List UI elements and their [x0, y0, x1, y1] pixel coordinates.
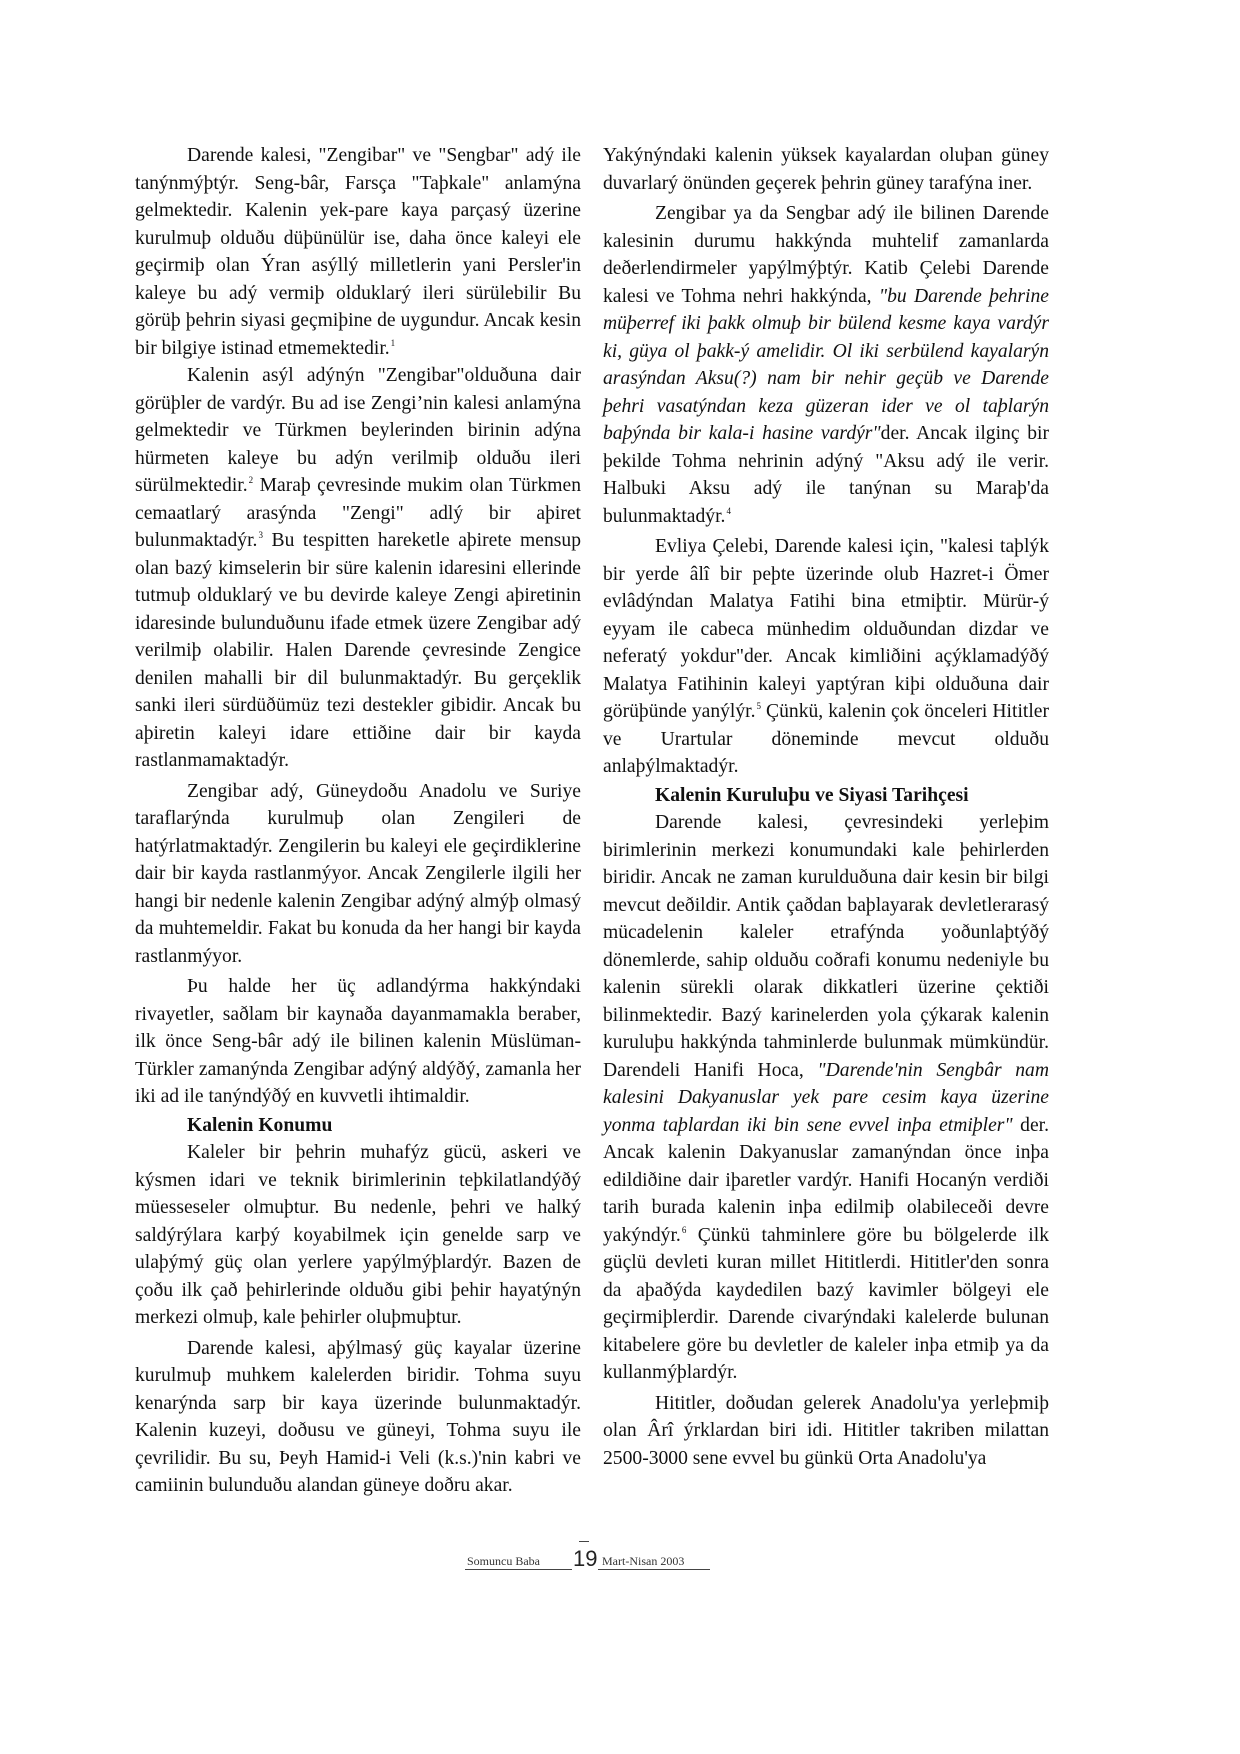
right-column	[603, 142, 1049, 1472]
section-heading: Kalenin Kuruluþu ve Siyasi Tarihçesi	[655, 784, 969, 806]
section-heading: Kalenin Konumu	[187, 1114, 333, 1136]
paragraph: Kaleler bir þehrin muhafýz gücü, askeri ve kýsmen idari ve teknik birimlerinin teþkilatlandýðý müesseseler olmuþtur. Bu nedenle, þehri ve halký saldýrýlara karþý koyabilmek için genelde sarp ve ulaþýmý güç olan yerlere yapýlmýþlardýr. Bazen de çoðu ilk çað þehirlerinde olduðu gibi þehir hayatýnýn merkezi olmuþ, kale þehirler oluþmuþtur.	[135, 1142, 581, 1328]
paragraph: Kalenin asýl adýnýn "Zengibar"olduðuna dair görüþler de vardýr. Bu ad ise Zengi’nin kalesi anlamýna gelmektedir ve Türkmen beylerinden birinin adýna hürmeten kaleye bu adýn verilmiþ olduðu ileri sürülmektedir.$^2$ Maraþ çevresinde mukim olan Türkmen cemaatlarý arasýnda "Zengi" adlý bir aþiret bulunmaktadýr.$^3$ Bu tespitten hareketle aþirete mensup olan bazý kimselerin bir süre kalenin idaresini ellerinde tutmuþ olduklarý ve bu devirde kaleye Zengi aþiretinin idaresinde bulunduðunu ifade etmek üzere Zengibar adý verilmiþ olabilir. Halen Darende çevresinde Zengice denilen mahalli bir dil bulunmaktadýr. Bu gerçeklik sanki ileri sürdüðümüz tezi destekler gibidir. Ancak bu aþiretin kaleyi idare ettiðine dair bir kayda rastlanmamaktadýr.	[135, 365, 581, 771]
quote: "Darende'nin Sengbâr nam kalesini Dakyanuslar yek pare cesim kaya üzerine yonma taþlardan iki bin sene evvel inþa etmiþler"	[603, 1059, 1049, 1136]
footnote-ref: 4	[726, 505, 731, 516]
quote: "bu Darende þehrine müþerref iki þakk olmuþ bir bülend kesme kaya vardýr ki, güya ol þakk-ý amelidir. Ol iki serbülend kayalarýn arasýndan Aksu(?) nam bir nehir geçüb ve Darende þehri vasatýndan keza güzeran ider ve ol taþlarýn baþýnda bir kala-i hasine vardýr"	[603, 285, 1049, 444]
paragraph: Evliya Çelebi, Darende kalesi için, "kalesi taþlýk bir yerde âlî bir peþte üzerinde olub Hazret-i Ömer evlâdýndan Malatya Fatihi bina etmiþtir. Mürür-ý eyyam ile cabeca münhedim olduðundan dizdar ve neferatý yokdur"der. Ancak kimliðini açýklamadýðý Malatya Fatihinin kaleyi yaptýran kiþi olduðuna dair görüþünde yanýlýr.$^5$ Çünkü, kalenin çok önceleri Hititler ve Urartular döneminde mevcut olduðu anlaþýlmaktadýr.	[603, 536, 1050, 777]
page-footer	[465, 1546, 710, 1580]
paragraph: Zengibar ya da Sengbar adý ile bilinen Darende kalesinin durumu hakkýnda muhtelif zamanlarda deðerlendirmeler yapýlmýþtýr. Katib Çelebi Darende kalesi ve Tohma nehri hakkýnda, "bu Darende þehrine müþerref iki þakk olmuþ bir bülend kesme kaya vardýr ki, güya ol þakk-ý amelidir. Ol iki serbülend kayalarýn arasýndan Aksu(?) nam bir nehir geçüb ve Darende þehri vasatýndan keza güzeran ider ve ol taþlarýn baþýnda bir kala-i hasine vardýr"der. Ancak ilginç bir þekilde Tohma nehrinin adýný "Aksu adý ile verir. Halbuki Aksu adý ile tanýnan su Maraþ'da bulunmaktadýr.$^4$	[603, 203, 1049, 527]
footnote-ref: 5	[756, 701, 762, 711]
paragraph: Hititler, doðudan gelerek Anadolu'ya yerleþmiþ olan Ârî ýrklardan biri idi. Hititler takriben milattan 2500-3000 sene evvel bu günkü Orta Anadolu'ya	[603, 1392, 1049, 1469]
issue-date: Mart-Nisan 2003	[602, 1554, 685, 1568]
footnote-ref: 6	[681, 1224, 687, 1235]
page-number: 19	[573, 1546, 598, 1571]
footnote-ref: 1	[390, 337, 396, 348]
footnote-ref: 2	[248, 475, 254, 485]
paragraph: Darende kalesi, "Zengibar" ve "Sengbar" adý ile tanýnmýþtýr. Seng-bâr, Farsça "Taþkale" anlamýna gelmektedir. Kalenin yek-pare kaya parçasý üzerine kurulmuþ olduðu düþünülür ise, daha önce kaleyi ele geçirmiþ olan Ýran asýllý milletlerin yani Persler'in kaleye bu adý vermiþ olduklarý ileri sürülebilir Bu görüþ þehrin siyasi geçmiþine de uygundur. Ancak kesin bir bilgiye istinad etmemektedir.$^1$	[135, 145, 581, 359]
paragraph-continuation: Yakýnýndaki kalenin yüksek kayalardan oluþan güney duvarlarý önünden geçerek þehrin güney tarafýna iner.	[603, 145, 1049, 194]
paragraph: Darende kalesi, aþýlmasý güç kayalar üzerine kurulmuþ muhkem kalelerden biridir. Tohma suyu kenarýnda sarp bir kaya üzerinde bulunmaktadýr. Kalenin kuzeyi, doðusu ve güneyi, Tohma suyu ile çevrilidir. Bu su, Þeyh Hamid-i Veli (k.s.)'nin kabri ve camiinin bulunduðu alandan güneye doðru akar.	[135, 1337, 581, 1496]
paragraph: Þu halde her üç adlandýrma hakkýndaki rivayetler, saðlam bir kaynaða dayanmamakla beraber, ilk önce Seng-bâr adý ile bilinen kalenin Müslüman-Türkler zamanýnda Zengibar adýný aldýðý, zamanla her iki ad ile tanýndýðý en kuvvetli ihtimaldir.	[135, 976, 581, 1107]
magazine-name: Somuncu Baba	[467, 1554, 540, 1568]
paragraph: Darende kalesi, çevresindeki yerleþim birimlerinin merkezi konumundaki kale þehirlerden biridir. Ancak ne zaman kurulduðuna dair kesin bir bilgi mevcut deðildir. Antik çaðdan baþlayarak devletlerarasý mücadelenin kaleler etrafýnda yoðunlaþtýðý dönemlerde, sahip olduðu coðrafi konumu nedeniyle bu kalenin sürekli olarak dikkatleri üzerine çektiði bilinmektedir. Bazý karinelerden yola çýkarak kalenin kuruluþu hakkýnda tahminlerde bulunmak mümkündür. Darendeli Hanifi Hoca, "Darende'nin Sengbâr nam kalesini Dakyanuslar yek pare cesim kaya üzerine yonma taþlardan iki bin sene evvel inþa etmiþler" der. Ancak kalenin Dakyanuslar zamanýndan önce inþa edildiðine dair iþaretler vardýr. Hanifi Hocanýn verdiði tarih burada kalenin inþa edilmiþ olabileceði devre yakýndýr.$^6$ Çünkü tahminlere göre bu bölgelerde ilk güçlü devleti kuran millet Hititlerdi. Hititler'den sonra da aþaðýda kaydedilen bazý kavimler bölgeyi ele geçirmiþlerdir. Darende civarýndaki kalelerde bulunan kitabelere göre bu devletler de kaleler inþa etmiþ ya da kullanmýþlardýr.	[603, 812, 1050, 1383]
left-column	[135, 142, 581, 1500]
footer-tick	[579, 1541, 589, 1542]
paragraph: Zengibar adý, Güneydoðu Anadolu ve Suriye taraflarýnda kurulmuþ olan Zengileri de hatýrlatmaktadýr. Zengilerin bu kaleyi ele geçirdiklerine dair bir kayda rastlanmýyor. Ancak Zengilerle ilgili her hangi bir nedenle kalenin Zengibar adýný almýþ olmasý da muhtemeldir. Fakat bu konuda da her hangi bir kayda rastlanmýyor.	[135, 780, 581, 967]
footnote-ref: 3	[258, 530, 263, 540]
